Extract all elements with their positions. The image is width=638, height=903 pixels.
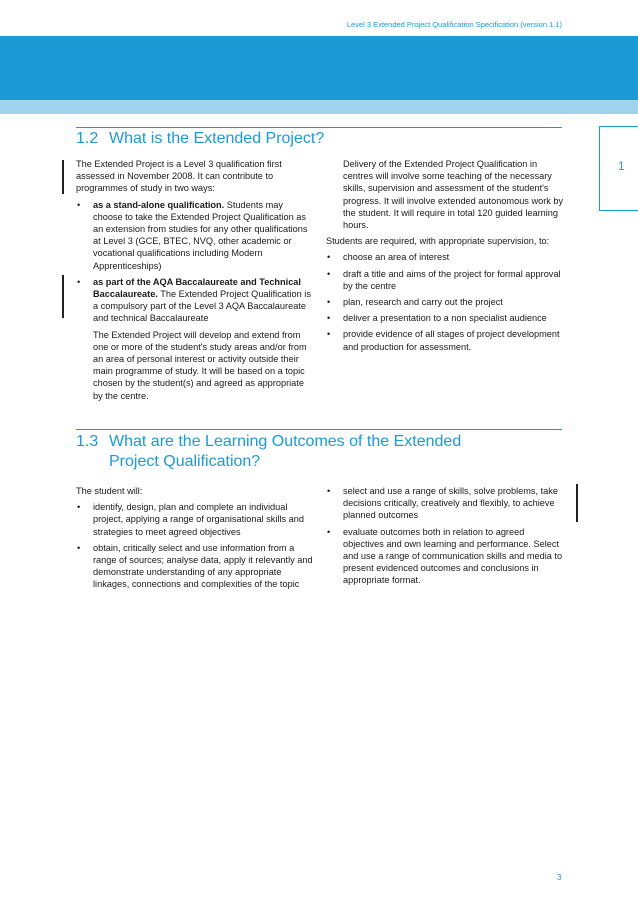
bullet-icon: • <box>327 252 331 263</box>
change-bar <box>62 160 64 194</box>
section-1-3-title-line2: Project Qualification? <box>109 453 261 470</box>
bullet-icon: • <box>77 276 81 287</box>
outcomes-list-left <box>76 501 314 590</box>
bullet-icon: • <box>327 313 331 324</box>
section-1-3-rule <box>76 429 562 430</box>
list-item <box>76 199 314 272</box>
requirements-lead: Students are required, with appropriate supervision, to: <box>326 236 550 247</box>
list-item: • plan, research and carry out the project <box>327 297 503 308</box>
chapter-tab-label: 1 <box>618 159 625 173</box>
header-band-light <box>0 100 638 114</box>
qualification-routes-list <box>76 199 314 325</box>
list-item: • deliver a presentation to a non specialist audience <box>327 313 547 324</box>
list-item <box>76 276 314 325</box>
section-1-2-left-column <box>76 158 314 406</box>
change-bar <box>576 484 578 522</box>
chapter-tab <box>599 126 638 211</box>
section-1-3-number: 1.3 <box>76 433 99 450</box>
delivery-paragraph: Delivery of the Extended Project Qualification in centres will involve some teaching of the necessary skills, supervision and assessment of the student's progress. It will involve extended autonomous work by the student. It will require in total 120 guided learning hours. <box>343 159 564 231</box>
section-1-3-heading <box>76 432 461 472</box>
list-item-bold: as part of the AQA Baccalaureate and Technical Baccalaureate. <box>93 276 301 300</box>
requirements-list <box>326 251 564 352</box>
outcomes-list-right <box>326 485 564 587</box>
change-bar <box>62 275 64 318</box>
section-1-3-title-line1: What are the Learning Outcomes of the Extended <box>109 433 462 450</box>
list-item: • identify, design, plan and complete an individual project, applying a range of organisational skills and strategies to meet agreed objectives <box>77 502 304 537</box>
list-item: • obtain, critically select and use information from a range of sources; analyse data, apply it relevantly and demonstrate understanding of any appropriate linkages, connections and complexities of the topic <box>77 542 313 590</box>
bullet-icon: • <box>327 268 331 279</box>
section-1-2-title: What is the Extended Project? <box>109 130 325 147</box>
list-item-text: Students may choose to take the Extended Project Qualification as an extension from studies for any other qualifications at Level 3 (GCE, BTEC, NVQ, other academic or vocational qualifications including Modern Apprenticeships) <box>93 199 308 271</box>
bullet-icon: • <box>327 526 331 537</box>
list-item: • draft a title and aims of the project for formal approval by the centre <box>327 268 561 291</box>
section-1-2-right-column <box>326 158 564 357</box>
list-item-bold: as a stand-alone qualification. <box>93 199 225 210</box>
bullet-icon: • <box>327 329 331 340</box>
bullet-icon: • <box>327 297 331 308</box>
header-band <box>0 36 638 100</box>
running-header: Level 3 Extended Project Qualification Specification (version 1.1) <box>346 20 562 29</box>
section-1-3-right-column <box>326 485 564 591</box>
bullet-icon: • <box>77 502 81 513</box>
list-item: • evaluate outcomes both in relation to agreed objectives and own learning and performance. Select and use a range of communication skills and media to present evidenced outcomes and conclusions in appropriate format. <box>327 526 563 586</box>
section-1-3-left-column <box>76 485 314 595</box>
bullet-icon: • <box>327 486 331 496</box>
section-1-2-heading <box>76 129 324 149</box>
list-item: • select and use a range of skills, solve problems, take decisions critically, creatively and flexibly, to achieve planned outcomes <box>327 486 558 521</box>
bullet-icon: • <box>77 542 81 553</box>
page-number: 3 <box>557 873 562 882</box>
list-item-text: The Extended Project Qualification is a compulsory part of the Level 3 AQA Baccalaureate and technical Baccalaureate <box>93 289 311 324</box>
outcomes-lead: The student will: <box>76 486 143 496</box>
list-item: • provide evidence of all stages of project development and production for assessment. <box>327 329 560 352</box>
section-1-2-number: 1.2 <box>76 130 99 147</box>
section-1-2-rule <box>76 127 562 128</box>
continuation-paragraph: The Extended Project will develop and extend from one or more of the student's study areas and/or from an area of personal interest or activity outside their main programme of study. It will be based on a topic chosen by the student(s) and agreed as appropriate by the centre. <box>93 329 307 401</box>
bullet-icon: • <box>77 199 81 210</box>
intro-paragraph: The Extended Project is a Level 3 qualification first assessed in November 2008. It can contribute to programmes of study in two ways: <box>76 159 282 194</box>
list-item: • choose an area of interest <box>327 252 450 263</box>
